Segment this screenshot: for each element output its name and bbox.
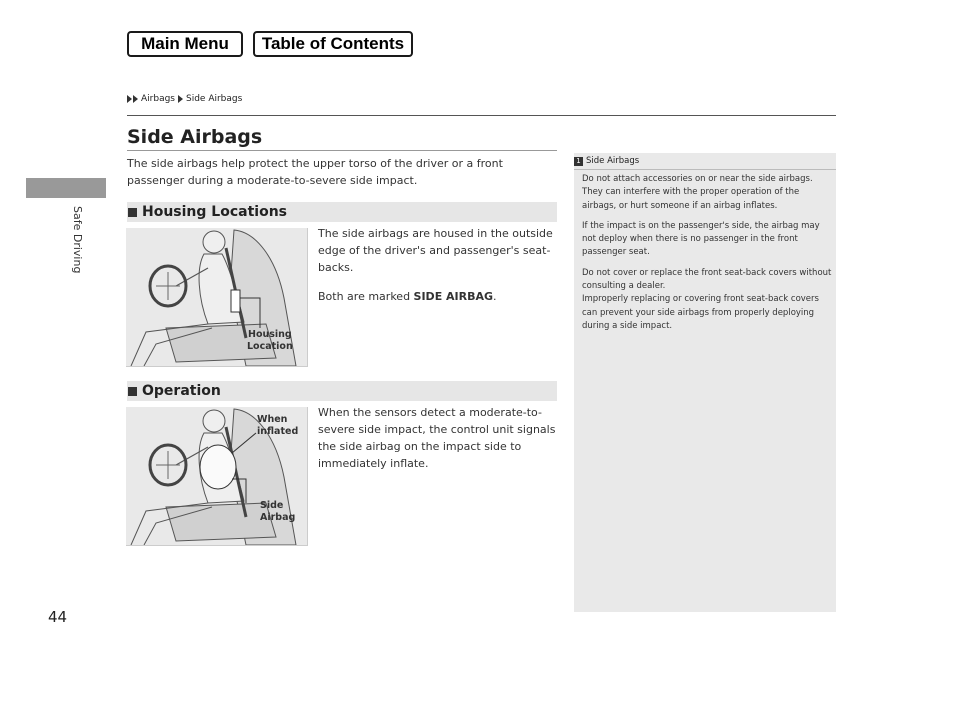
breadcrumb-arrow-icon (127, 95, 132, 103)
chapter-tab (26, 178, 106, 198)
side-airbag-marking: SIDE AIRBAG (413, 290, 494, 303)
callout-line: Housing (248, 329, 292, 340)
note-paragraph: Improperly replacing or covering front seat-back covers can prevent your side airbags from properly deploying during a side impact. (582, 294, 819, 331)
housing-paragraph-1: The side airbags are housed in the outside edge of the driver's and passenger's seat-backs. (318, 227, 553, 274)
callout-line: Location (247, 341, 293, 352)
text-span: Both are marked (318, 290, 414, 303)
header-divider (127, 115, 836, 116)
when-inflated-callout (257, 414, 298, 438)
breadcrumb-item-airbags[interactable]: Airbags (141, 94, 175, 104)
operation-paragraph: When the sensors detect a moderate-to-severe side impact, the control unit signals the side airbag on the impact side to immediately inflate. (318, 406, 556, 470)
note-title: Side Airbags (586, 156, 640, 166)
housing-location-callout (247, 329, 293, 353)
housing-location-illustration (126, 228, 308, 367)
note-paragraph: Do not cover or replace the front seat-back covers without consulting a dealer. (582, 267, 832, 292)
section-heading-housing (127, 202, 557, 222)
chapter-label: Safe Driving (71, 206, 84, 274)
intro-text: The side airbags help protect the upper torso of the driver or a front passenger during a moderate-to-severe side impact. (127, 157, 503, 187)
section-heading-operation-label: Operation (142, 383, 221, 399)
main-menu-button[interactable]: Main Menu (127, 31, 243, 57)
callout-line: inflated (257, 426, 299, 437)
callout-line: Airbag (260, 512, 296, 523)
operation-description (318, 404, 558, 484)
operation-illustration (126, 407, 308, 546)
note-paragraph: If the impact is on the passenger's side, the airbag may not deploy when there is no passenger in the front passenger seat. (582, 220, 820, 258)
page-number: 44 (48, 608, 68, 626)
callout-line: When (257, 414, 288, 425)
callout-line: Side (260, 500, 284, 511)
note-body (582, 173, 832, 340)
section-square-icon (128, 208, 137, 217)
side-airbags-note (574, 153, 836, 612)
breadcrumb-arrow-icon (133, 95, 138, 103)
note-header (574, 153, 836, 170)
reference-number-icon: 1 (574, 157, 583, 166)
breadcrumb (127, 94, 245, 104)
side-airbag-callout (260, 500, 295, 524)
section-heading-operation (127, 381, 557, 401)
text-span: . (493, 290, 497, 303)
housing-description (318, 225, 558, 317)
breadcrumb-arrow-icon (178, 95, 183, 103)
section-heading-housing-label: Housing Locations (142, 204, 287, 220)
title-divider (127, 150, 557, 151)
section-square-icon (128, 387, 137, 396)
note-paragraph: Do not attach accessories on or near the side airbags. They can interfere with the proper operation of the airbags, or hurt someone if an airbag inflates. (582, 174, 813, 211)
breadcrumb-item-side-airbags[interactable]: Side Airbags (186, 94, 243, 104)
page-title: Side Airbags (127, 126, 263, 148)
table-of-contents-button[interactable]: Table of Contents (253, 31, 413, 57)
housing-paragraph-2 (318, 288, 558, 305)
